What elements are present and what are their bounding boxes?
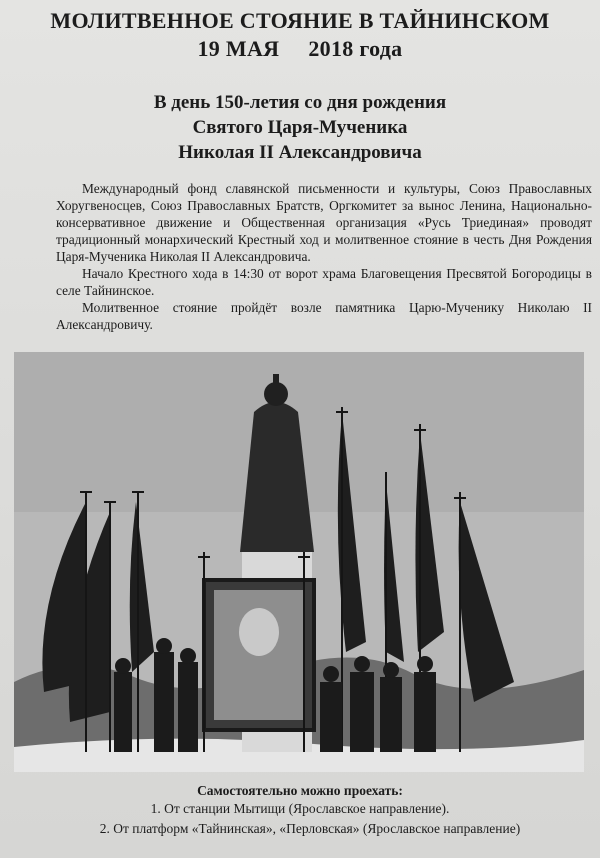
flyer-title: МОЛИТВЕННОЕ СТОЯНИЕ В ТАЙНИНСКОМ [50,8,550,33]
directions-heading: Самостоятельно можно проехать: [197,783,403,798]
subtitle-line-2: Святого Царя-Мученика [192,117,408,138]
subtitle-line-3: Николая II Александровича [178,142,422,163]
paragraph-organizers: Международный фонд славянской письменности и культуры, Союз Православных Хоругвеносцев, Союз Православных Братств, Оргкомитет за вынос Ленина, Национально-консервативное движение и Общественная организация «Русь Триединая» проводят традиционный монархический Крестный ход и молитвенное стояние в честь Дня Рождения Царя-Мученика Николая II Александровича. [56,181,592,264]
procession-photo [14,352,584,772]
subtitle-line-1: В день 150-летия со дня рождения [153,92,447,113]
route-item-2: 2. От платформ «Тайнинская», «Перловская» (Ярославское направление) [99,821,521,836]
paragraph-start-time: Начало Крестного хода в 14:30 от ворот храма Благовещения Пресвятой Богородицы в селе Тайнинское. [56,266,592,298]
route-item-1: 1. От станции Мытищи (Ярославское направление). [150,801,450,816]
announcement-text [56,180,592,333]
flyer-date: 19 МАЯ 2018 года [197,36,403,61]
procession-photo-icon [14,352,584,772]
paragraph-location: Молитвенное стояние пройдёт возле памятника Царю-Мученику Николаю II Александровичу. [56,300,592,332]
